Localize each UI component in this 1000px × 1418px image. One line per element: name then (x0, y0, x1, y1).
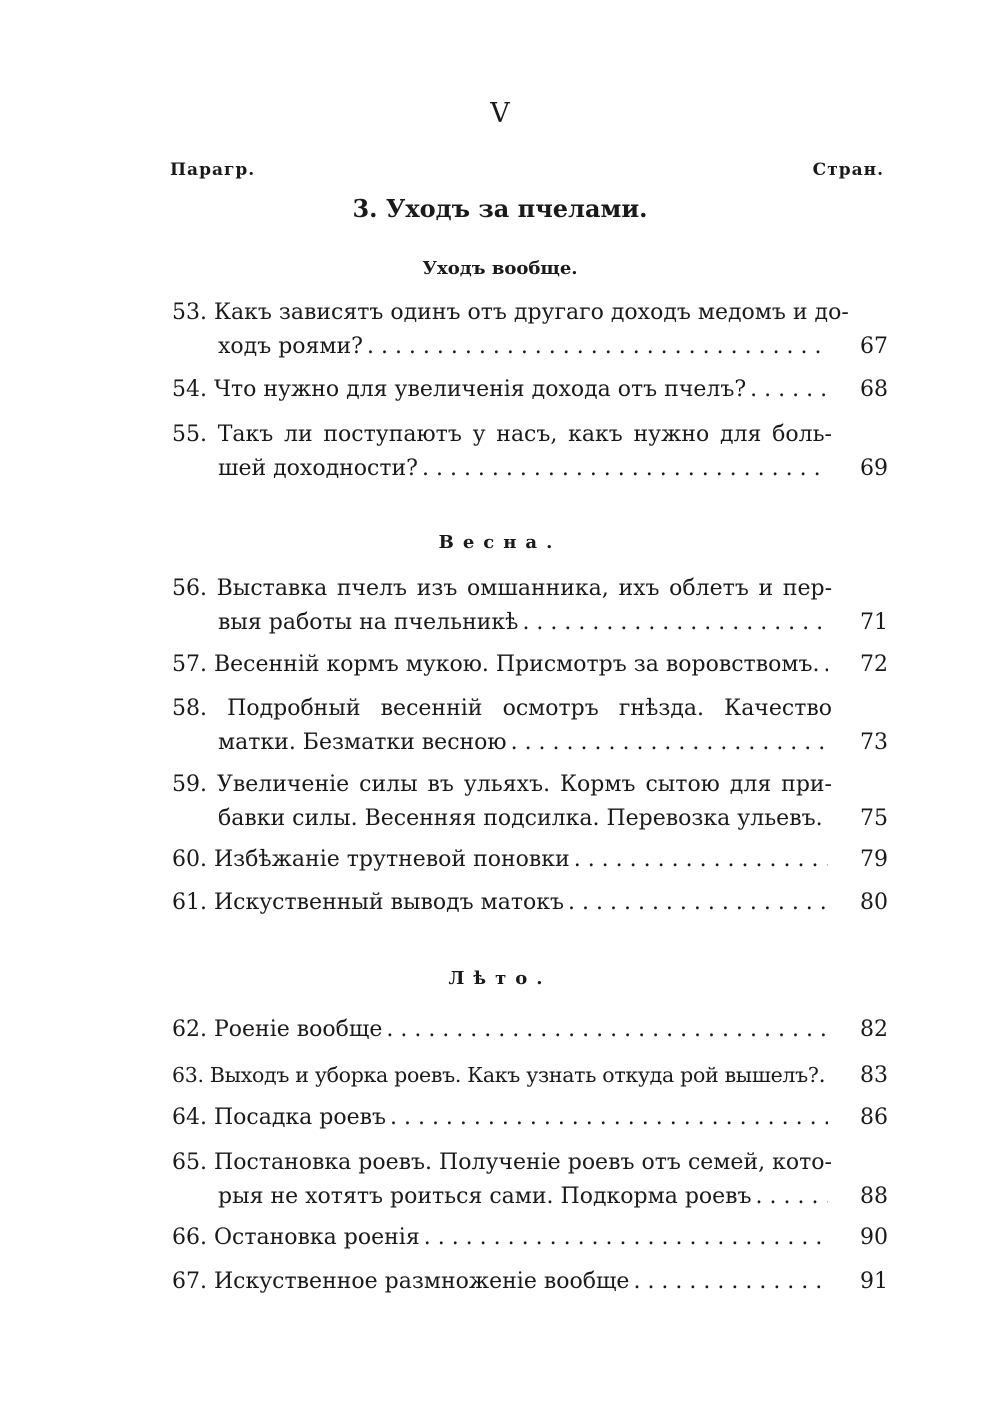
entry-text: 55. Такъ ли поступаютъ у насъ, какъ нужно для боль- (172, 422, 832, 447)
entry-text: 60. Избѣжаніе трутневой поновки (172, 847, 570, 872)
entry-text: рыя не хотятъ роиться сами. Подкорма роевъ (218, 1184, 752, 1209)
leader-dots (823, 648, 828, 682)
page-ref: 91 (860, 1269, 888, 1294)
chapter-title: 3. Уходъ за пчелами. (352, 194, 648, 223)
toc-entry (172, 1146, 888, 1214)
page-number: V (490, 98, 510, 129)
toc-entry (172, 768, 888, 836)
toc-entry (172, 1221, 888, 1255)
toc-entry (172, 296, 888, 364)
entry-text: 64. Посадка роевъ (172, 1105, 386, 1130)
page-ref: 73 (860, 730, 888, 755)
toc-entry (172, 648, 888, 682)
entry-text: матки. Безматки весною (218, 730, 507, 755)
toc-entry (172, 692, 888, 760)
page-ref: 79 (860, 847, 888, 872)
leader-dots (750, 373, 828, 407)
toc-entry (172, 418, 888, 486)
entry-text: 58. Подробный весенній осмотръ гнѣзда. Качество (172, 696, 832, 721)
entry-text: шей доходности? (218, 456, 418, 481)
entry-text: 53. Какъ зависятъ одинъ отъ другаго доходъ медомъ и до- (172, 300, 849, 325)
entry-text: 57. Весенній кормъ мукою. Присмотръ за воровствомъ. (172, 652, 820, 677)
leader-dots (367, 330, 828, 364)
page-ref: 90 (860, 1225, 888, 1250)
page-ref: 88 (860, 1184, 888, 1209)
entry-text: ходъ роями? (218, 334, 363, 359)
page-ref: 83 (860, 1063, 888, 1088)
entry-text: 67. Искуственное размноженіе вообще (172, 1269, 630, 1294)
entry-text: 54. Что нужно для увеличенія дохода отъ пчелъ? (172, 377, 747, 402)
entry-text: 65. Постановка роевъ. Полученіе роевъ отъ семей, кото- (172, 1150, 832, 1175)
leader-dots (574, 843, 828, 877)
leader-dots (756, 1180, 828, 1214)
toc-entry (172, 843, 888, 877)
leader-dots (633, 1265, 828, 1299)
toc-entry (172, 1101, 888, 1135)
toc-entry (172, 373, 888, 407)
section-title: Весна. (438, 532, 562, 553)
page-ref: 80 (860, 890, 888, 915)
entry-text: 63. Выходъ и уборка роевъ. Какъ узнать откуда рой вышелъ? (172, 1063, 819, 1087)
page-ref: 75 (860, 806, 888, 831)
leader-dots (390, 1101, 828, 1135)
toc-entry (172, 886, 888, 920)
page-ref: 71 (860, 610, 888, 635)
leader-dots (424, 1221, 828, 1255)
page-ref: 86 (860, 1105, 888, 1130)
leader-dots (827, 802, 828, 836)
column-header-page: Стран. (812, 160, 884, 180)
page-ref: 69 (860, 456, 888, 481)
entry-text: бавки силы. Весенняя подсилка. Перевозка ульевъ. (218, 806, 823, 831)
page-ref: 82 (860, 1017, 888, 1042)
entry-text: 56. Выставка пчелъ изъ омшанника, ихъ облетъ и пер- (172, 576, 832, 601)
toc-entry (172, 1265, 888, 1299)
toc-entry (172, 1013, 888, 1047)
leader-dots (522, 606, 828, 640)
toc-entry (172, 1058, 888, 1093)
leader-dots (568, 886, 828, 920)
entry-text: 62. Роеніе вообще (172, 1017, 383, 1042)
leader-dots (422, 452, 828, 486)
page-ref: 68 (860, 377, 888, 402)
entry-text: выя работы на пчельникѣ (218, 610, 519, 635)
leader-dots (386, 1013, 828, 1047)
leader-dots (819, 1059, 832, 1093)
section-title: Уходъ вообще. (422, 258, 578, 279)
section-title: Лѣто. (448, 968, 552, 989)
leader-dots (511, 726, 828, 760)
column-header-paragraph: Парагр. (170, 160, 256, 180)
entry-text: 59. Увеличеніе силы въ ульяхъ. Кормъ сытою для при- (172, 772, 832, 797)
entry-text: 61. Искуственный выводъ матокъ (172, 890, 565, 915)
page-ref: 72 (860, 652, 888, 677)
entry-text: 66. Остановка роенія (172, 1225, 420, 1250)
toc-entry (172, 572, 888, 640)
page-ref: 67 (860, 334, 888, 359)
